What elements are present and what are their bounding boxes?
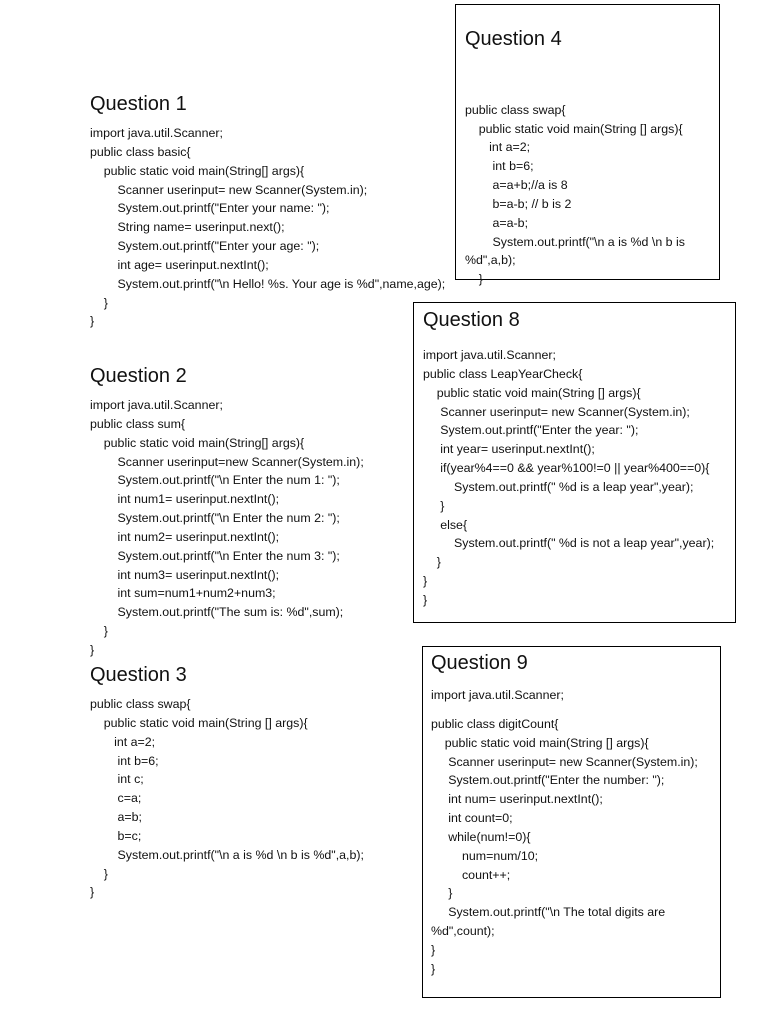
code-line: System.out.printf("\n a is %d \n b is <box>465 234 685 249</box>
code-line: import java.util.Scanner; <box>90 398 223 412</box>
code-line: System.out.printf("\n a is %d \n b is %d",a,b); <box>90 847 364 862</box>
code-line: } <box>423 574 428 589</box>
code-line: int a=2; <box>90 734 156 749</box>
code-line: public static void main(String [] args){ <box>90 715 308 730</box>
code-line: int sum=num1+num2+num3; <box>90 586 276 601</box>
code-line: } <box>431 886 453 901</box>
code-line: System.out.printf("Enter your name: "); <box>90 201 330 216</box>
code-line: int a=2; <box>465 140 531 155</box>
question-8-title: Question 8 <box>423 309 520 331</box>
question-9-box <box>422 646 721 998</box>
question-2 <box>90 364 410 660</box>
code-line: public class basic{ <box>90 144 191 159</box>
code-line: } <box>90 314 95 329</box>
code-line: System.out.printf(" %d is a leap year",year); <box>423 479 694 494</box>
code-line: import java.util.Scanner; <box>90 126 223 140</box>
code-line: } <box>90 295 108 310</box>
code-line: num=num/10; <box>431 848 539 863</box>
code-line: count++; <box>431 867 511 882</box>
code-line: b=a-b; // b is 2 <box>465 196 572 211</box>
code-line: String name= userinput.next(); <box>90 220 285 235</box>
code-line: System.out.printf(" %d is not a leap year",year); <box>423 536 715 551</box>
code-line: Scanner userinput=new Scanner(System.in); <box>90 454 364 469</box>
code-line: if(year%4==0 && year%100!=0 || year%400==0){ <box>423 461 710 476</box>
question-3-code <box>90 695 410 902</box>
code-line: public class swap{ <box>90 697 191 711</box>
code-line: public class swap{ <box>465 102 566 117</box>
question-2-title: Question 2 <box>90 365 187 387</box>
code-line: } <box>90 642 95 657</box>
code-line: int num3= userinput.nextInt(); <box>90 567 280 582</box>
code-line: Scanner userinput= new Scanner(System.in); <box>90 182 368 197</box>
code-line: %d",count); <box>431 924 495 939</box>
code-line: } <box>431 942 436 957</box>
code-line: else{ <box>423 517 468 532</box>
code-line: System.out.printf("\n Enter the num 2: "); <box>90 511 340 526</box>
code-line: int num2= userinput.nextInt(); <box>90 529 280 544</box>
question-3-title: Question 3 <box>90 664 187 686</box>
code-line: Scanner userinput= new Scanner(System.in); <box>423 404 690 419</box>
code-line: int b=6; <box>465 159 534 174</box>
code-line: while(num!=0){ <box>431 829 531 844</box>
code-line: a=a-b; <box>465 215 529 230</box>
question-1 <box>90 92 470 331</box>
code-line: public static void main(String [] args){ <box>431 735 649 750</box>
question-9-code <box>431 686 712 979</box>
code-line: int b=6; <box>90 753 159 768</box>
question-3 <box>90 663 410 902</box>
question-1-title: Question 1 <box>90 93 187 115</box>
code-line: } <box>90 885 95 900</box>
code-line: System.out.printf("\n The total digits are <box>431 905 666 920</box>
code-line: int num1= userinput.nextInt(); <box>90 492 280 507</box>
code-line: import java.util.Scanner; <box>423 348 556 362</box>
code-line: int num= userinput.nextInt(); <box>431 792 603 807</box>
code-line: } <box>423 555 441 570</box>
code-line: public class digitCount{ <box>431 716 559 731</box>
code-line: int age= userinput.nextInt(); <box>90 257 269 272</box>
code-line: System.out.printf("\n Enter the num 1: "); <box>90 473 340 488</box>
question-8-code <box>423 346 726 610</box>
code-line: System.out.printf("The sum is: %d",sum); <box>90 605 344 620</box>
code-line: int count=0; <box>431 811 513 826</box>
code-line: public class LeapYearCheck{ <box>423 366 583 381</box>
question-1-code <box>90 124 470 331</box>
code-line: } <box>90 624 108 639</box>
code-line: public static void main(String[] args){ <box>90 435 305 450</box>
question-4-code-lines <box>465 101 710 289</box>
code-line: } <box>465 272 483 287</box>
code-line: } <box>431 961 436 976</box>
code-line: Scanner userinput= new Scanner(System.in); <box>431 754 698 769</box>
code-line <box>431 705 712 715</box>
code-line: public static void main(String [] args){ <box>465 121 683 136</box>
question-4-title: Question 4 <box>465 28 562 50</box>
question-4-box <box>455 4 720 287</box>
code-line: a=a+b;//a is 8 <box>465 178 568 193</box>
code-line: public static void main(String[] args){ <box>90 163 305 178</box>
question-2-code <box>90 396 410 660</box>
code-line: System.out.printf("Enter the number: "); <box>431 773 665 788</box>
code-line: c=a; <box>90 791 142 806</box>
code-line: } <box>423 592 428 607</box>
code-line: System.out.printf("\n Hello! %s. Your age is %d",name,age); <box>90 276 446 291</box>
code-line: int year= userinput.nextInt(); <box>423 442 595 457</box>
code-line: System.out.printf("\n Enter the num 3: "); <box>90 548 340 563</box>
question-9-title: Question 9 <box>431 652 528 674</box>
code-line: int c; <box>90 772 144 787</box>
code-line: public class sum{ <box>90 416 186 431</box>
code-line: System.out.printf("Enter your age: "); <box>90 239 320 254</box>
code-line: import java.util.Scanner; <box>431 688 564 702</box>
code-line: b=c; <box>90 828 142 843</box>
question-8-box <box>413 302 736 623</box>
code-line: %d",a,b); <box>465 253 516 268</box>
code-line: } <box>423 498 445 513</box>
code-line: } <box>90 866 108 881</box>
code-line: public static void main(String [] args){ <box>423 385 641 400</box>
code-line: a=b; <box>90 810 143 825</box>
code-line: System.out.printf("Enter the year: "); <box>423 423 639 438</box>
